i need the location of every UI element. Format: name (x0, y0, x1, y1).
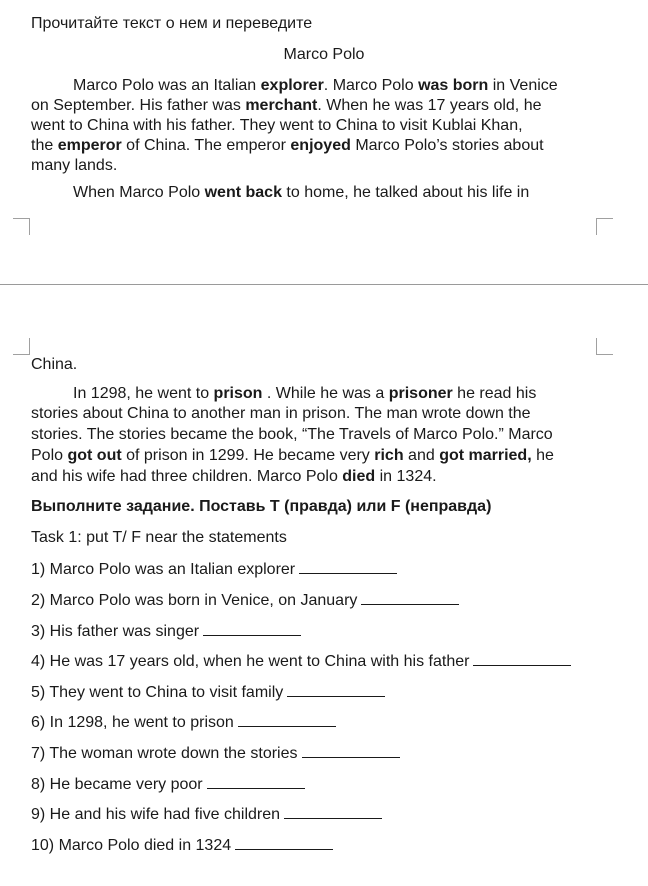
statement-text: 2) Marco Polo was born in Venice, on January (31, 592, 358, 609)
answer-blank[interactable] (287, 682, 385, 697)
bold-term: rich (374, 447, 404, 464)
paragraph-line (31, 156, 117, 176)
task-label: Task 1: put T/ F near the statements (31, 529, 287, 546)
text-run: . When he was 17 years old, he (317, 97, 542, 114)
statement-text: 5) They went to China to visit family (31, 684, 284, 701)
text-run: he (531, 447, 554, 464)
paragraph-line (31, 116, 523, 136)
statement-item (31, 835, 333, 856)
statement-text: 9) He and his wife had five children (31, 806, 281, 823)
text-run: the (31, 137, 58, 154)
text-run: and his wife had three children. Marco Polo (31, 468, 343, 485)
text-run: Marco Polo was an Italian (73, 77, 261, 94)
paragraph-line (73, 76, 558, 96)
text-run: . Marco Polo (323, 77, 419, 94)
statement-text: 6) In 1298, he went to prison (31, 714, 234, 731)
text-run: In 1298, he went to (73, 385, 214, 402)
statement-item (31, 590, 459, 611)
text-run: many lands. (31, 157, 118, 174)
text-run: . While he was a (262, 385, 389, 402)
answer-blank[interactable] (238, 712, 336, 727)
answer-blank[interactable] (207, 774, 305, 789)
page-corner-mark (13, 338, 30, 355)
statement-item (31, 743, 400, 764)
text-run: on September. His father was (31, 97, 246, 114)
statement-item (31, 804, 382, 825)
statement-text: 8) He became very poor (31, 776, 203, 793)
answer-blank[interactable] (235, 835, 333, 850)
paragraph-line (31, 355, 77, 375)
answer-blank[interactable] (302, 743, 400, 758)
text-run: of China. The emperor (121, 137, 291, 154)
text-run: stories about China to another man in prison. The man wrote down the (31, 405, 531, 422)
statement-item (31, 621, 301, 642)
paragraph-line (31, 96, 541, 116)
paragraph-line (31, 404, 531, 424)
text-run: to home, he talked about his life in (281, 184, 530, 201)
text-run: went to China with his father. They went to China to visit Kublai Khan, (31, 117, 523, 134)
page-break-divider (0, 284, 648, 285)
paragraph-line (73, 183, 529, 203)
text-run: Polo (31, 447, 68, 464)
statement-item (31, 682, 385, 703)
text-run: and (403, 447, 440, 464)
bold-term: explorer (260, 77, 324, 94)
statement-text: 4) He was 17 years old, when he went to China with his father (31, 653, 470, 670)
paragraph-line (31, 136, 544, 156)
paragraph-line (31, 446, 554, 466)
page-corner-mark (596, 218, 613, 235)
page-corner-mark (596, 338, 613, 355)
statement-text: 1) Marco Polo was an Italian explorer (31, 561, 296, 578)
bold-term: went back (204, 184, 282, 201)
statement-text: 3) His father was singer (31, 623, 200, 640)
bold-term: got out (67, 447, 122, 464)
answer-blank[interactable] (361, 590, 459, 605)
statement-item (31, 712, 336, 733)
text-run: in Venice (488, 77, 558, 94)
bold-term: emperor (57, 137, 122, 154)
statement-text: 7) The woman wrote down the stories (31, 745, 298, 762)
bold-term: enjoyed (290, 137, 351, 154)
page-corner-mark (13, 218, 30, 235)
text-run: When Marco Polo (73, 184, 205, 201)
paragraph-line (31, 425, 553, 445)
statement-item (31, 559, 397, 580)
answer-blank[interactable] (203, 621, 301, 636)
instruction-text: Прочитайте текст о нем и переведите (31, 15, 313, 32)
task-heading: Выполните задание. Поставь T (правда) или F (неправда) (31, 498, 492, 515)
text-run: China. (31, 356, 78, 373)
bold-term: was born (418, 77, 489, 94)
answer-blank[interactable] (473, 651, 571, 666)
statement-item (31, 651, 571, 672)
statement-text: 10) Marco Polo died in 1324 (31, 837, 232, 854)
bold-term: merchant (245, 97, 318, 114)
text-run: of prison in 1299. He became very (121, 447, 375, 464)
text-run: Marco Polo’s stories about (350, 137, 544, 154)
paragraph-line (73, 384, 536, 404)
bold-term: prisoner (388, 385, 453, 402)
document-title: Marco Polo (283, 46, 365, 63)
answer-blank[interactable] (299, 559, 397, 574)
statement-item (31, 774, 305, 795)
text-run: he read his (452, 385, 537, 402)
bold-term: prison (213, 385, 263, 402)
paragraph-line (31, 467, 437, 487)
text-run: stories. The stories became the book, “The Travels of Marco Polo.” Marco (31, 426, 553, 443)
bold-term: got married, (439, 447, 532, 464)
bold-term: died (342, 468, 376, 485)
text-run: in 1324. (375, 468, 437, 485)
answer-blank[interactable] (284, 804, 382, 819)
